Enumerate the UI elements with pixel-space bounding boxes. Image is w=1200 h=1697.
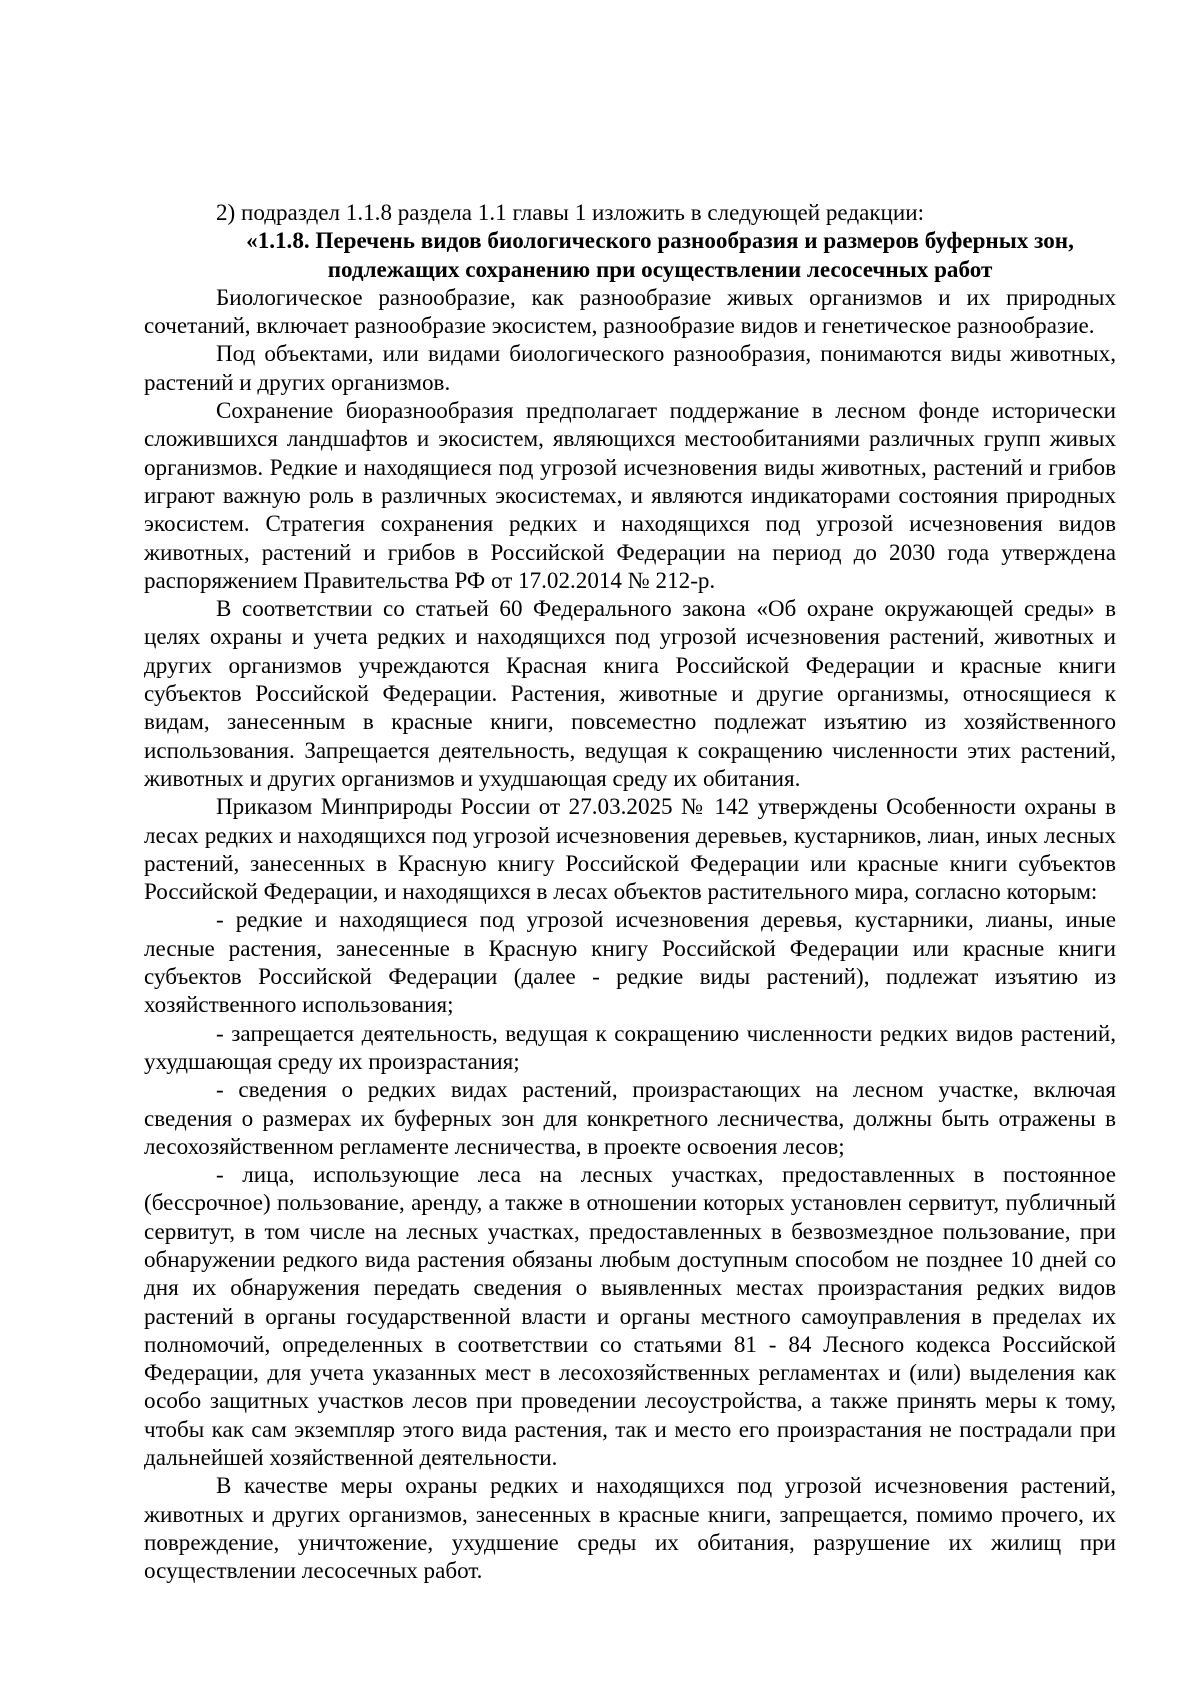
section-heading-line-2: подлежащих сохранению при осуществлении лесосечных работ	[327, 255, 993, 282]
section-heading-line-1: «1.1.8. Перечень видов биологического разнообразия и размеров буферных зон,	[246, 227, 1074, 254]
list-item: - редкие и находящиеся под угрозой исчезновения деревья, кустарники, лианы, иные лесные растения, занесенные в Красную книгу Российской Федерации или красные книги субъектов Российской Федерации (далее - редкие виды растений), подлежат изъятию из хозяйственного использования;	[144, 906, 1116, 1018]
document-page	[144, 198, 1116, 1585]
body-paragraph: Биологическое разнообразие, как разнообразие живых организмов и их природных сочетаний, включает разнообразие экосистем, разнообразие видов и генетическое разнообразие.	[144, 283, 1116, 339]
body-paragraph: Под объектами, или видами биологического разнообразия, понимаются виды животных, растений и других организмов.	[144, 340, 1116, 395]
body-paragraph: Сохранение биоразнообразия предполагает поддержание в лесном фонде исторически сложившихся ландшафтов и экосистем, являющихся местообитаниями различных групп живых организмов. Редкие и находящиеся под угрозой исчезновения виды животных, растений и грибов играют важную роль в различных экосистемах, и являются индикаторами состояния природных экосистем. Стратегия сохранения редких и находящихся под угрозой исчезновения видов животных, растений и грибов в Российской Федерации на период до 2030 года утверждена распоряжением Правительства РФ от 17.02.2014 № 212-р.	[144, 397, 1116, 593]
intro-paragraph: 2) подраздел 1.1.8 раздела 1.1 главы 1 изложить в следующей редакции:	[216, 199, 925, 225]
list-item: - сведения о редких видах растений, произрастающих на лесном участке, включая сведения о размерах их буферных зон для конкретного лесничества, должны быть отражены в лесохозяйственном регламенте лесничества, в проекте освоения лесов;	[144, 1076, 1116, 1159]
body-paragraph: В соответствии со статьей 60 Федерального закона «Об охране окружающей среды» в целях охраны и учета редких и находящихся под угрозой исчезновения растений, животных и других организмов учреждаются Красная книга Российской Федерации и красные книги субъектов Российской Федерации. Растения, животные и другие организмы, относящиеся к видам, занесенным в красные книги, повсеместно подлежат изъятию из хозяйственного использования. Запрещается деятельность, ведущая к сокращению численности этих растений, животных и других организмов и ухудшающая среду их обитания.	[144, 595, 1116, 791]
list-item: - запрещается деятельность, ведущая к сокращению численности редких видов растений, ухудшающая среду их произрастания;	[144, 1019, 1116, 1074]
list-item: - лица, использующие леса на лесных участках, предоставленных в постоянное (бессрочное) пользование, аренду, а также в отношении которых установлен сервитут, публичный сервитут, в том числе на лесных участках, предоставленных в безвозмездное пользование, при обнаружении редкого вида растения обязаны любым доступным способом не позднее 10 дней со дня их обнаружения передать сведения о выявленных местах произрастания редких видов растений в органы государственной власти и органы местного самоуправления в пределах их полномочий, определенных в соответствии со статьями 81 - 84 Лесного кодекса Российской Федерации, для учета указанных мест в лесохозяйственных регламентах и (или) выделения как особо защитных участков лесов при проведении лесоустройства, а также принять меры к тому, чтобы как сам экземпляр этого вида растения, так и место его произрастания не пострадали при дальнейшей хозяйственной деятельности.	[144, 1161, 1116, 1471]
body-paragraph: Приказом Минприроды России от 27.03.2025 № 142 утверждены Особенности охраны в лесах редких и находящихся под угрозой исчезновения деревьев, кустарников, лиан, иных лесных растений, занесенных в Красную книгу Российской Федерации или красные книги субъектов Российской Федерации, и находящихся в лесах объектов растительного мира, согласно которым:	[144, 793, 1116, 905]
body-paragraph: В качестве меры охраны редких и находящихся под угрозой исчезновения растений, животных и других организмов, занесенных в красные книги, запрещается, помимо прочего, их повреждение, уничтожение, ухудшение среды их обитания, разрушение их жилищ при осуществлении лесосечных работ.	[144, 1472, 1116, 1584]
